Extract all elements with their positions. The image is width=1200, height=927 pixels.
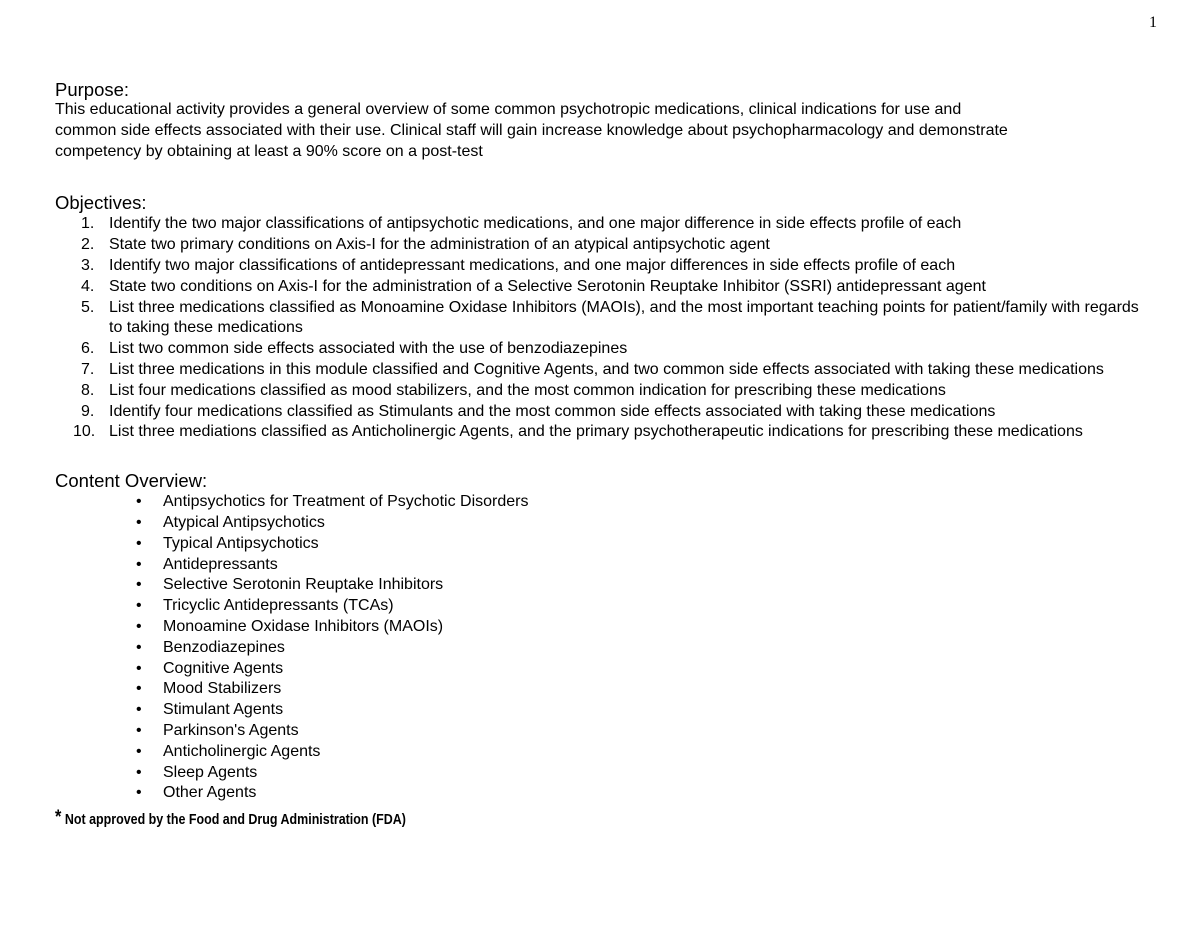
bullet-icon: •	[136, 784, 142, 802]
content-overview-list	[55, 492, 1155, 804]
overview-item-text: Cognitive Agents	[163, 659, 284, 677]
content-overview-heading: Content Overview:	[55, 470, 208, 492]
objective-item	[55, 402, 1155, 423]
bullet-icon: •	[136, 597, 142, 615]
bullet-icon: •	[136, 555, 142, 573]
purpose-text: This educational activity provides a general overview of some common psychotropic medications, clinical indications for use and common side effects associated with their use. Clinical staff will gain increase knowledge about psychopharmacology and demonstrate competency by obtaining at least a 90% score on a post-test	[55, 101, 1008, 160]
objective-text: Identify two major classifications of antidepressant medications, and one major differences in side effects profile of each	[109, 256, 956, 274]
objectives-list	[55, 214, 1155, 443]
overview-item-text: Typical Antipsychotics	[163, 534, 319, 552]
overview-item-text: Antidepressants	[163, 555, 278, 573]
footnote-text: Not approved by the Food and Drug Administration (FDA)	[61, 812, 406, 829]
overview-item	[55, 513, 1155, 534]
overview-item	[55, 783, 1155, 804]
objective-text: List three medications classified as Monoamine Oxidase Inhibitors (MAOIs), and the most important teaching points for patient/family with regards to taking these medications	[109, 298, 1139, 337]
document-body	[55, 79, 1155, 829]
bullet-icon: •	[136, 680, 142, 698]
overview-item	[55, 659, 1155, 680]
objective-item	[55, 360, 1155, 381]
bullet-icon: •	[136, 638, 142, 656]
overview-item	[55, 596, 1155, 617]
bullet-icon: •	[136, 617, 142, 635]
objective-number: 10.	[73, 423, 96, 441]
overview-item-text: Benzodiazepines	[163, 638, 285, 656]
bullet-icon: •	[136, 659, 142, 677]
overview-item	[55, 575, 1155, 596]
overview-item	[55, 721, 1155, 742]
bullet-icon: •	[136, 513, 142, 531]
purpose-heading: Purpose:	[55, 79, 130, 100]
fda-footnote	[55, 807, 1001, 829]
bullet-icon: •	[136, 534, 142, 552]
bullet-icon: •	[136, 576, 142, 594]
objective-text: State two primary conditions on Axis-I for the administration of an atypical antipsychotic agent	[109, 236, 770, 254]
bullet-icon: •	[136, 701, 142, 719]
objective-item	[55, 339, 1155, 360]
overview-item	[55, 534, 1155, 555]
objective-item	[55, 381, 1155, 402]
objectives-heading: Objectives:	[55, 192, 147, 214]
overview-item	[55, 679, 1155, 700]
overview-item-text: Stimulant Agents	[163, 701, 284, 719]
overview-item-text: Parkinson's Agents	[163, 721, 299, 739]
objective-number: 9.	[81, 402, 95, 420]
objective-item	[55, 277, 1155, 298]
overview-item	[55, 742, 1155, 763]
overview-item	[55, 700, 1155, 721]
bullet-icon: •	[136, 721, 142, 739]
bullet-icon: •	[136, 763, 142, 781]
overview-item-text: Selective Serotonin Reuptake Inhibitors	[163, 576, 444, 594]
objective-text: List two common side effects associated with the use of benzodiazepines	[109, 340, 628, 358]
overview-item-text: Monoamine Oxidase Inhibitors (MAOIs)	[163, 617, 444, 635]
objective-number: 6.	[81, 340, 95, 358]
objective-text: List four medications classified as mood stabilizers, and the most common indication for prescribing these medications	[109, 381, 946, 399]
overview-item	[55, 617, 1155, 638]
overview-item-text: Anticholinergic Agents	[163, 742, 321, 760]
objective-number: 4.	[81, 277, 95, 295]
objective-text: List three mediations classified as Anticholinergic Agents, and the primary psychotherapeutic indications for prescribing these medications	[109, 423, 1083, 441]
objective-number: 8.	[81, 381, 95, 399]
bullet-icon: •	[136, 742, 142, 760]
objective-item	[55, 298, 1155, 340]
objective-item	[55, 422, 1155, 443]
overview-item	[55, 638, 1155, 659]
page-number: 1	[1149, 14, 1157, 31]
objective-item	[55, 256, 1155, 277]
objective-number: 1.	[81, 215, 95, 233]
objective-text: State two conditions on Axis-I for the administration of a Selective Serotonin Reuptake Inhibitor (SSRI) antidepressant agent	[109, 277, 986, 295]
objective-text: Identify four medications classified as Stimulants and the most common side effects associated with taking these medications	[109, 402, 996, 420]
objective-item	[55, 235, 1155, 256]
bullet-icon: •	[136, 493, 142, 511]
overview-item-text: Mood Stabilizers	[163, 680, 282, 698]
objective-number: 2.	[81, 236, 95, 254]
objective-text: List three medications in this module classified and Cognitive Agents, and two common side effects associated with taking these medications	[109, 360, 1104, 378]
footnote-marker: *	[55, 807, 62, 829]
overview-item	[55, 492, 1155, 513]
objective-text: Identify the two major classifications of antipsychotic medications, and one major difference in side effects profile of each	[109, 215, 962, 233]
overview-item-text: Atypical Antipsychotics	[163, 513, 325, 531]
overview-item-text: Sleep Agents	[163, 763, 258, 781]
objective-number: 5.	[81, 298, 95, 316]
overview-item	[55, 763, 1155, 784]
overview-item-text: Other Agents	[163, 784, 257, 802]
objective-number: 7.	[81, 360, 95, 378]
overview-item-text: Antipsychotics for Treatment of Psychotic Disorders	[163, 493, 529, 511]
objective-item	[55, 214, 1155, 235]
overview-item-text: Tricyclic Antidepressants (TCAs)	[163, 597, 394, 615]
overview-item	[55, 555, 1155, 576]
objective-number: 3.	[81, 256, 95, 274]
